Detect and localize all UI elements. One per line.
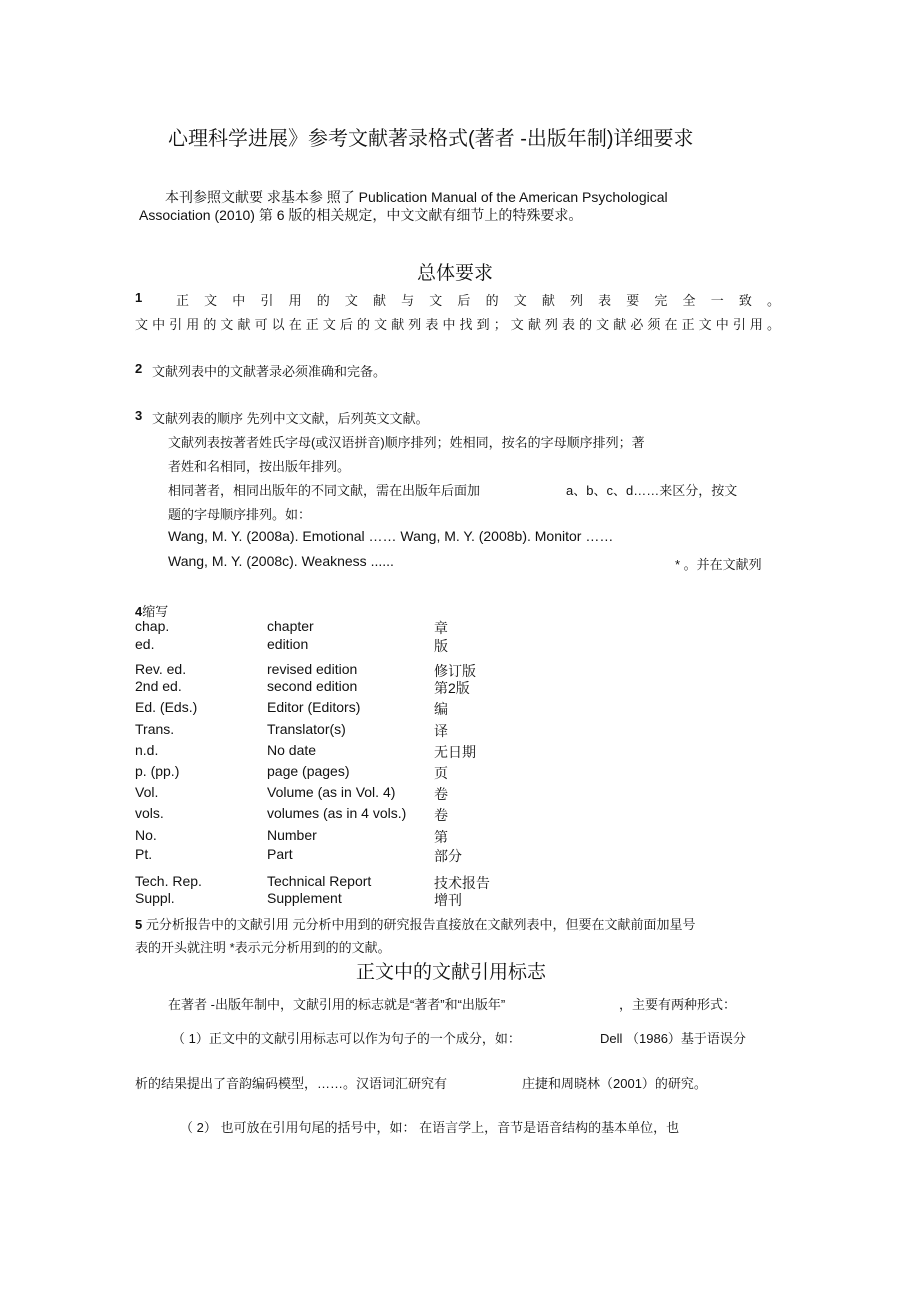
abbreviation-short: ed. [135, 636, 155, 652]
abbreviation-short: chap. [135, 618, 170, 634]
item-4-label: 缩写 [142, 604, 169, 619]
item-1-line-1: 正文中引用的文献与文后的文献列表要完全一致。 [176, 293, 780, 308]
item-3-p2-line-2: 题的字母顺序排列。如： [168, 507, 312, 522]
abbreviation-full: chapter [267, 618, 314, 634]
abbreviation-short: p. (pp.) [135, 763, 180, 779]
abbreviation-chinese: 译 [434, 723, 448, 739]
item-3-number: 3 [135, 408, 143, 423]
abbreviation-full: Editor (Editors) [267, 699, 361, 715]
abbreviation-chinese: 修订版 [434, 663, 476, 679]
item-3-p1-line-1: 文献列表按著者姓氏字母(或汉语拼音)顺序排列；姓相同，按名的字母顺序排列；著 [168, 435, 645, 450]
abbreviation-full: edition [267, 636, 309, 652]
intro-line-2: Association (2010) 第 6 版的相关规定，中文文献有细节上的特殊要求。 [139, 207, 583, 223]
item-3-p2-line-1a: 相同著者，相同出版年的不同文献，需在出版年后面加 [168, 483, 481, 498]
abbreviation-full: Part [267, 846, 293, 862]
abbreviation-short: Vol. [135, 784, 159, 800]
item-3-example-1: Wang, M. Y. (2008a). Emotional …… Wang, M. Y. (2008b). Monitor …… [168, 528, 614, 544]
citation-paragraph-2a: （ 1）正文中的文献引用标志可以作为句子的一个成分，如： [172, 1031, 521, 1046]
item-4-number: 4 [135, 604, 143, 619]
abbreviation-short: n.d. [135, 742, 159, 758]
item-5-number: 5 [135, 917, 143, 932]
page-title: 心理科学进展》参考文献著录格式(著者 -出版年制)详细要求 [168, 128, 694, 150]
item-3-text: 文献列表的顺序 先列中文文献，后列英文文献。 [152, 411, 429, 426]
abbreviation-short: Trans. [135, 721, 175, 737]
abbreviation-chinese: 编 [434, 701, 448, 717]
abbreviation-full: No date [267, 742, 317, 758]
abbreviation-full: volumes (as in 4 vols.) [267, 805, 407, 821]
citation-paragraph-2b: Dell （1986）基于语误分 [600, 1031, 746, 1046]
abbreviation-short: Tech. Rep. [135, 873, 202, 889]
citation-paragraph-1b: ，主要有两种形式： [619, 997, 737, 1012]
abbreviation-chinese: 章 [434, 620, 448, 636]
abbreviation-short: Ed. (Eds.) [135, 699, 198, 715]
citation-paragraph-3b: 庄捷和周晓林（2001）的研究。 [522, 1076, 707, 1091]
abbreviation-chinese: 技术报告 [434, 875, 490, 891]
abbreviation-chinese: 卷 [434, 807, 448, 823]
abbreviation-full: Number [267, 827, 317, 843]
abbreviation-short: Rev. ed. [135, 661, 187, 677]
abbreviation-chinese: 部分 [434, 848, 462, 864]
item-5-line-2: 表的开头就注明 *表示元分析用到的的文献。 [135, 940, 391, 955]
item-3-p2-line-1b: a、b、c、d……来区分，按文 [566, 483, 738, 498]
abbreviation-chinese: 版 [434, 638, 448, 654]
abbreviation-full: revised edition [267, 661, 358, 677]
section-heading-citation: 正文中的文献引用标志 [356, 962, 547, 983]
item-1-number: 1 [135, 290, 143, 305]
citation-paragraph-4: （ 2） 也可放在引用句尾的括号中，如： 在语言学上，音节是语音结构的基本单位，也 [180, 1120, 680, 1135]
intro-line-1: 本刊参照文献要 求基本参 照了 Publication Manual of the American Psychological [165, 189, 668, 205]
abbreviation-chinese: 第2版 [434, 680, 470, 696]
item-3-p1-line-2: 者姓和名相同，按出版年排列。 [168, 459, 351, 474]
abbreviation-chinese: 第 [434, 829, 448, 845]
abbreviation-short: Pt. [135, 846, 153, 862]
abbreviation-chinese: 增刊 [434, 892, 462, 908]
abbreviation-short: Suppl. [135, 890, 175, 906]
abbreviation-chinese: 卷 [434, 786, 448, 802]
item-1-line-2: 文中引用的文献可以在正文后的文献列表中找到；文献列表的文献必须在正文中引用。 [135, 317, 780, 332]
abbreviation-short: 2nd ed. [135, 678, 182, 694]
abbreviation-full: Supplement [267, 890, 342, 906]
item-5-text: 元分析报告中的文献引用 元分析中用到的研究报告直接放在文献列表中，但要在文献前面加星号 [145, 917, 696, 932]
abbreviation-full: page (pages) [267, 763, 350, 779]
abbreviation-short: vols. [135, 805, 164, 821]
abbreviation-chinese: 页 [434, 765, 448, 781]
citation-paragraph-1a: 在著者 -出版年制中，文献引用的标志就是“著者”和“出版年” [168, 997, 506, 1012]
abbreviation-full: Translator(s) [267, 721, 346, 737]
section-heading-general: 总体要求 [417, 263, 494, 284]
abbreviation-chinese: 无日期 [434, 744, 476, 760]
item-5-line-1 [135, 914, 695, 933]
item-3-example-2-right: * 。并在文献列 [675, 557, 762, 572]
item-2-number: 2 [135, 361, 143, 376]
abbreviation-short: No. [135, 827, 157, 843]
abbreviation-full: Volume (as in Vol. 4) [267, 784, 396, 800]
item-3-example-2: Wang, M. Y. (2008c). Weakness ...... [168, 553, 394, 569]
citation-paragraph-3a: 析的结果提出了音韵编码模型，……。汉语词汇研究有 [135, 1076, 448, 1091]
item-2-text: 文献列表中的文献著录必须准确和完备。 [152, 364, 387, 379]
abbreviation-full: second edition [267, 678, 358, 694]
abbreviation-full: Technical Report [267, 873, 372, 889]
